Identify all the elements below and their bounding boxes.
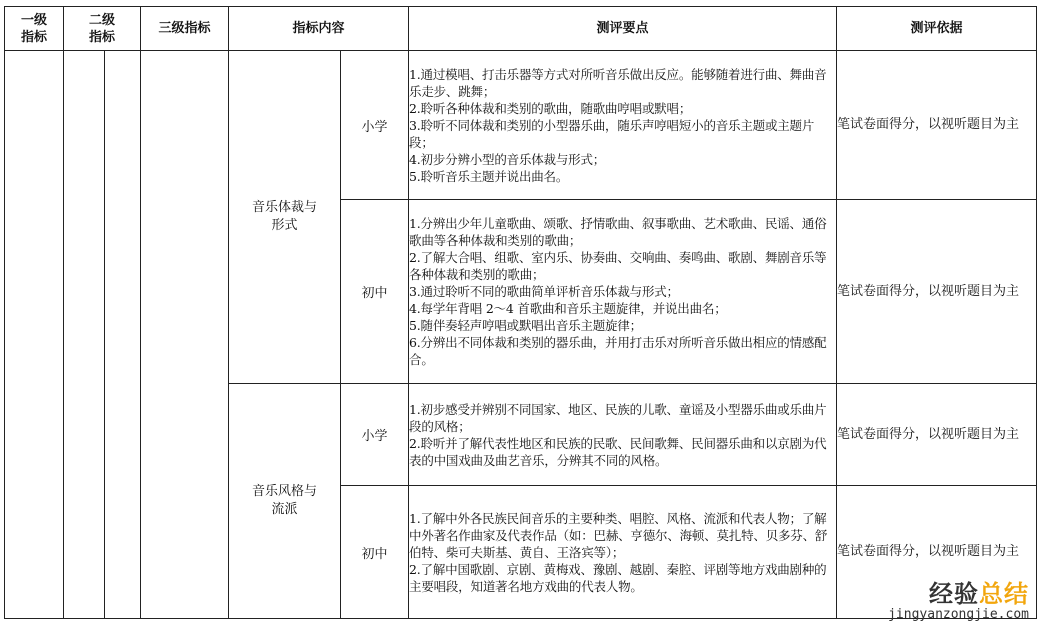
level1-cell bbox=[5, 51, 64, 619]
assessment-points-cell bbox=[409, 384, 837, 486]
site-watermark bbox=[888, 581, 1029, 623]
header-level1: 一级 指标 bbox=[5, 7, 64, 51]
point-item: 5.随伴奏轻声哼唱或默唱出音乐主题旋律； bbox=[409, 318, 642, 333]
assessment-points-cell bbox=[409, 486, 837, 619]
assessment-points-cell bbox=[409, 51, 837, 200]
point-item: 6.分辨出不同体裁和类别的器乐曲，并用打击乐对所听音乐做出相应的情感配合。 bbox=[409, 335, 827, 367]
assessment-points-cell bbox=[409, 200, 837, 384]
point-item: 4.每学年背唱 2～4 首歌曲和音乐主题旋律，并说出曲名； bbox=[409, 301, 727, 316]
header-basis: 测评依据 bbox=[837, 7, 1037, 51]
school-level-cell: 小学 bbox=[341, 384, 409, 486]
point-item: 3.聆听不同体裁和类别的小型器乐曲，随乐声哼唱短小的音乐主题或主题片段； bbox=[409, 117, 815, 150]
assessment-basis-cell: 笔试卷面得分，以视听题目为主 bbox=[837, 200, 1037, 384]
school-level-cell: 小学 bbox=[341, 51, 409, 200]
watermark-part-a: 经验 bbox=[929, 580, 979, 608]
school-level-cell: 初中 bbox=[341, 200, 409, 384]
level3-cell bbox=[141, 51, 229, 619]
watermark-part-b: 总结 bbox=[979, 580, 1029, 608]
assessment-basis-cell: 笔试卷面得分，以视听题目为主 bbox=[837, 486, 1037, 619]
header-content: 指标内容 bbox=[229, 7, 409, 51]
watermark-logo bbox=[888, 581, 1029, 607]
point-item: 5.聆听音乐主题并说出曲名。 bbox=[409, 168, 569, 184]
point-item: 3.通过聆听不同的歌曲简单评析音乐体裁与形式； bbox=[409, 284, 679, 299]
header-row bbox=[5, 7, 1037, 51]
level2-cell-a bbox=[64, 51, 105, 619]
header-level3: 三级指标 bbox=[141, 7, 229, 51]
watermark-url: jingyanzongjie.com bbox=[888, 607, 1029, 622]
point-item: 2.聆听各种体裁和类别的歌曲，随歌曲哼唱或默唱； bbox=[409, 100, 692, 116]
point-item: 2.了解中国歌剧、京剧、黄梅戏、豫剧、越剧、秦腔、评剧等地方戏曲剧种的主要唱段，知道著名地方戏曲的代表人物。 bbox=[409, 561, 827, 594]
school-level-cell: 初中 bbox=[341, 486, 409, 619]
assessment-basis-cell: 笔试卷面得分，以视听题目为主 bbox=[837, 51, 1037, 200]
table-row bbox=[5, 51, 1037, 200]
indicator-table bbox=[4, 6, 1037, 619]
topic-cell: 音乐体裁与 形式 bbox=[229, 51, 341, 384]
point-item: 2.聆听并了解代表性地区和民族的民歌、民间歌舞、民间器乐曲和以京剧为代表的中国戏曲及曲艺音乐，分辨其不同的风格。 bbox=[409, 435, 827, 468]
point-item: 1.初步感受并辨别不同国家、地区、民族的儿歌、童谣及小型器乐曲或乐曲片段的风格； bbox=[409, 401, 827, 434]
point-item: 4.初步分辨小型的音乐体裁与形式； bbox=[409, 151, 606, 167]
header-points: 测评要点 bbox=[409, 7, 837, 51]
topic-cell: 音乐风格与 流派 bbox=[229, 384, 341, 619]
point-item: 2.了解大合唱、组歌、室内乐、协奏曲、交响曲、奏鸣曲、歌剧、舞剧音乐等各种体裁和类别的歌曲； bbox=[409, 250, 827, 282]
level2-cell-b bbox=[105, 51, 141, 619]
header-level2: 二级 指标 bbox=[64, 7, 141, 51]
assessment-basis-cell: 笔试卷面得分，以视听题目为主 bbox=[837, 384, 1037, 486]
point-item: 1.了解中外各民族民间音乐的主要种类、唱腔、风格、流派和代表人物；了解中外著名作曲家及代表作品（如：巴赫、亨德尔、海顿、莫扎特、贝多芬、舒伯特、柴可夫斯基、黄自、王洛宾等）； bbox=[409, 510, 828, 560]
point-item: 1.分辨出少年儿童歌曲、颂歌、抒情歌曲、叙事歌曲、艺术歌曲、民谣、通俗歌曲等各种体裁和类别的歌曲； bbox=[409, 216, 827, 248]
point-item: 1.通过模唱、打击乐器等方式对所听音乐做出反应。能够随着进行曲、舞曲音乐走步、跳舞； bbox=[409, 66, 827, 99]
